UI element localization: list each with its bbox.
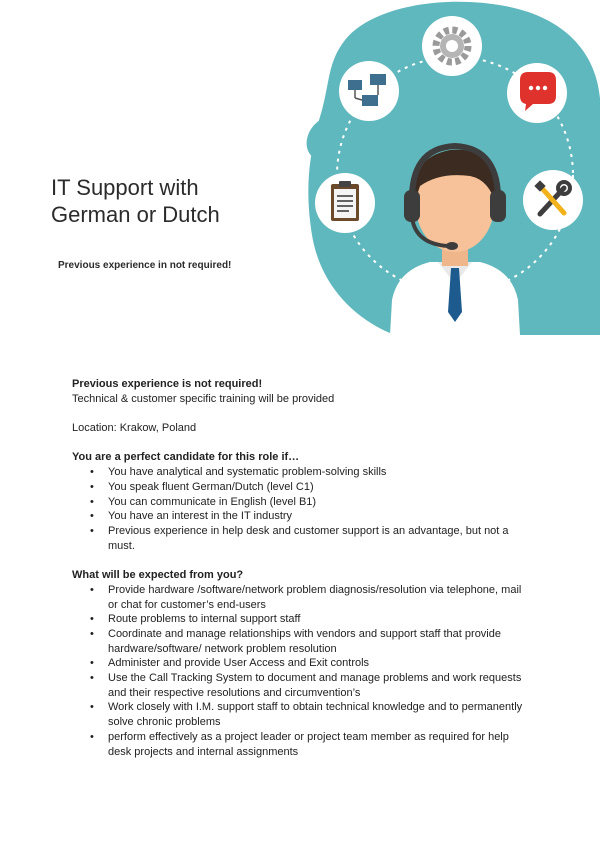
list-item — [72, 671, 532, 700]
bullet-icon: • — [90, 613, 94, 626]
bullet-icon: • — [90, 480, 94, 493]
hero-banner — [0, 0, 600, 335]
spacer — [72, 553, 532, 568]
expected-heading: What will be expected from you? — [72, 569, 244, 582]
gear-icon — [422, 16, 482, 76]
bullet-icon: • — [90, 495, 94, 508]
job-description — [72, 377, 532, 759]
bullet-icon: • — [90, 525, 94, 537]
expected-list — [72, 583, 532, 759]
bullet-icon: • — [90, 672, 94, 685]
list-item-text: You have analytical and systematic problem-solving skills — [108, 466, 387, 479]
bullet-icon: • — [90, 510, 94, 523]
list-item — [72, 627, 532, 656]
hero-title — [51, 174, 220, 228]
clipboard-icon — [315, 173, 375, 233]
location-text: Location: Krakow, Poland — [72, 422, 197, 435]
list-item-text: Coordinate and manage relationships with vendors and support staff that provide hardware/software/ network problem resolution — [108, 627, 501, 655]
list-item — [72, 583, 532, 612]
bullet-icon: • — [90, 627, 94, 640]
list-item-text: Work closely with I.M. support staff to obtain technical knowledge and to permanently solve chronic problems — [108, 701, 523, 729]
intro-heading: Previous experience is not required! — [72, 378, 263, 390]
list-item-text: Route problems to internal support staff — [108, 613, 301, 626]
list-item — [72, 612, 532, 627]
list-item — [72, 700, 532, 729]
tools-icon — [523, 170, 583, 230]
candidate-list — [72, 465, 532, 553]
bullet-icon: • — [90, 657, 94, 670]
list-item-text: Administer and provide User Access and Exit controls — [108, 657, 370, 670]
spacer — [72, 406, 532, 421]
list-item-text: perform effectively as a project leader or project team member as required for help desk projects and internal assignments — [108, 730, 509, 758]
list-item — [72, 656, 532, 671]
candidate-heading: You are a perfect candidate for this role if… — [72, 451, 300, 464]
network-computers-icon — [339, 61, 399, 121]
bullet-icon: • — [90, 730, 94, 743]
list-item-text: You can communicate in English (level B1) — [108, 495, 317, 508]
list-item-text: You speak fluent German/Dutch (level C1) — [108, 480, 314, 493]
list-item-text: You have an interest in the IT industry — [108, 510, 293, 523]
bullet-icon: • — [90, 701, 94, 714]
hero-title-line-2: German or Dutch — [51, 202, 220, 227]
list-item — [72, 730, 532, 759]
training-text: Technical & customer specific training will be provided — [72, 392, 335, 405]
hero-title-line-1: IT Support with — [51, 175, 199, 200]
list-item — [72, 524, 532, 553]
list-item-text: Use the Call Tracking System to document and manage problems and work requests and their respective resolutions and circumvention’s — [108, 672, 522, 699]
bullet-icon: • — [90, 466, 94, 479]
list-item — [72, 465, 532, 480]
spacer — [72, 436, 532, 451]
hero-subtitle: Previous experience in not required! — [58, 260, 232, 271]
list-item — [72, 480, 532, 495]
bullet-icon: • — [90, 583, 94, 596]
list-item-text: Provide hardware /software/network problem diagnosis/resolution via telephone, mail or chat for customer’s end-users — [108, 583, 522, 611]
chat-bubble-icon — [507, 63, 567, 123]
support-illustration — [300, 0, 600, 335]
list-item — [72, 509, 532, 524]
list-item — [72, 495, 532, 510]
list-item-text: Previous experience in help desk and customer support is an advantage, but not a must. — [108, 525, 509, 552]
